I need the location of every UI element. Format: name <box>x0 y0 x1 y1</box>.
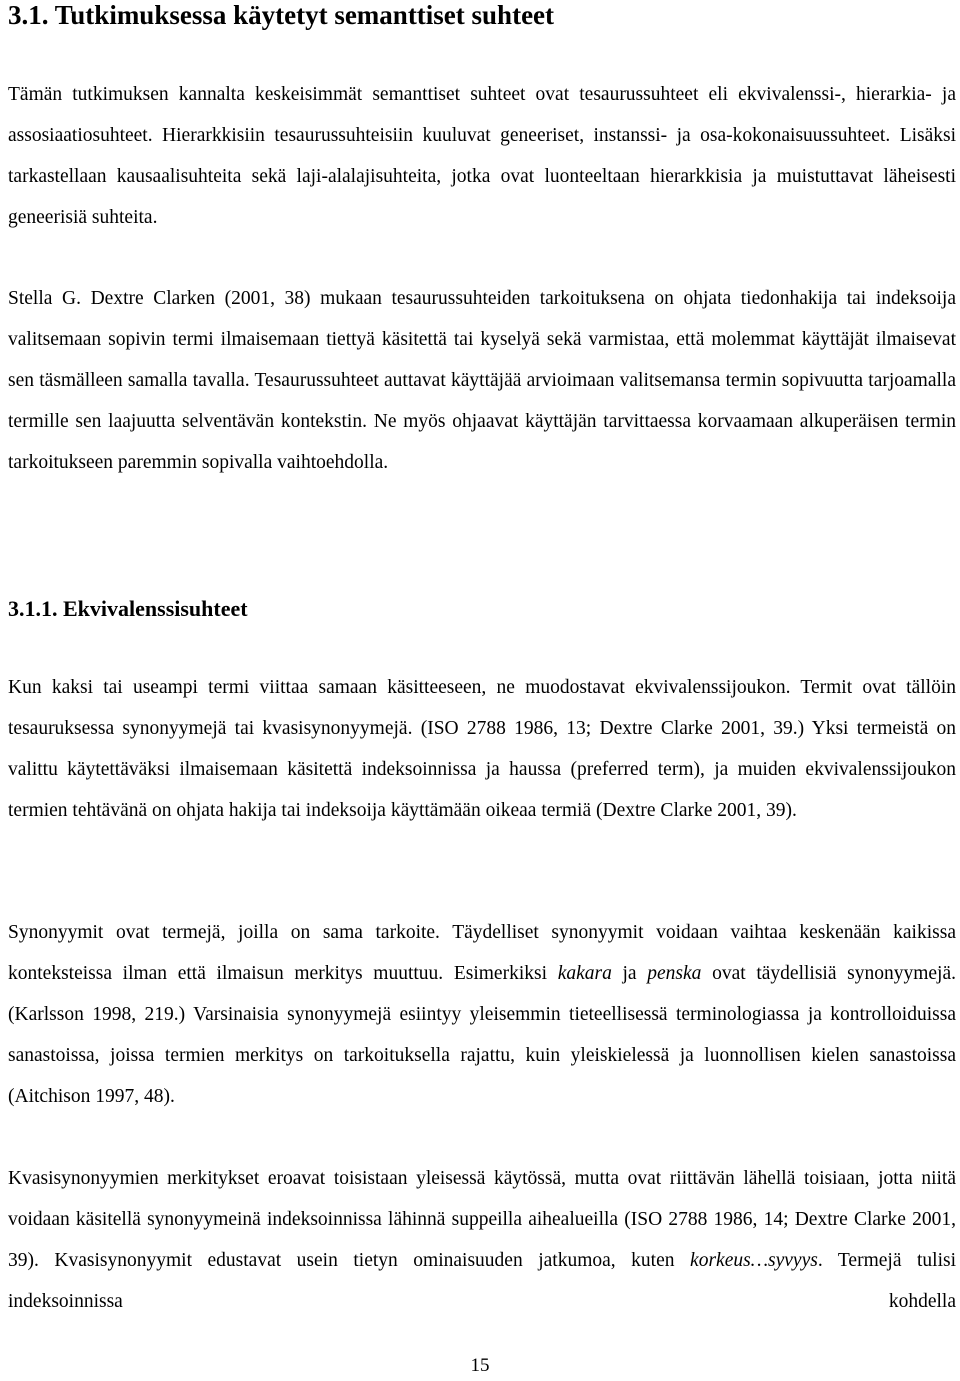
page-number: 15 <box>470 1355 490 1376</box>
subsection-heading: 3.1.1. Ekvivalenssisuhteet <box>8 596 248 621</box>
quasi-sentence-3: Termejä tulisi indeksoinnissa kohdella <box>8 1250 957 1312</box>
intro-sentence-2: Hierarkkisiin tesaurussuhteisiin kuuluvat geneeriset, instanssi- ja osa-kokonaisuussuhteet. <box>162 125 891 146</box>
equivalence-paragraph <box>8 667 956 831</box>
synonyms-sentence-1: Synonyymit ovat termejä, joilla on sama tarkoite. <box>8 922 440 943</box>
equivalence-sentence-2: Termit ovat tällöin tesauruksessa synonyymejä tai kvasisynonyymejä. (ISO 2788 1986, 13; Dextre Clarke 2001, 39.) <box>8 677 956 739</box>
clarke-sentence-3: Ne myös ohjaavat käyttäjän tarvittaessa korvaamaan alkuperäisen termin tarkoitukseen paremmin sopivalla vaihtoehdolla. <box>8 411 957 473</box>
clarke-sentence-1: Stella G. Dextre Clarken (2001, 38) mukaan tesaurussuhteiden tarkoituksena on ohjata tiedonhakija tai indeksoija valitsemaan sopivin termi ilmaisemaan tiettyä käsitettä tai kyselyä sekä varmistaa, että molemmat käyttäjät ilmaisevat sen täsmälleen samalla tavalla. <box>8 288 956 391</box>
clarke-paragraph <box>8 278 956 483</box>
synonyms-sentence-4: Varsinaisia synonyymejä esiintyy yleisemmin tieteellisessä terminologiassa ja kontrolloiduissa sanastoissa, joissa termien merkitys on tarkoituksella rajattu, kuin yleiskielessä ja luonnollisen kielen sanastoissa (Aitchison 1997, 48). <box>8 1004 956 1107</box>
equivalence-sentence-3: Yksi termeistä on valittu käytettäväksi ilmaisemaan käsitettä indeksoinnissa ja haussa (preferred term), ja muiden ekvivalenssijoukon termien tehtävänä on ohjata hakija tai indeksoija käyttämään oikeaa termiä (Dextre Clarke 2001, 39). <box>8 718 956 821</box>
synonyms-example-and: ja <box>622 963 637 984</box>
quasi-sentence-2-prefix: Kvasisynonyymit edustavat usein tietyn ominaisuuden jatkumoa, kuten <box>54 1250 675 1271</box>
quasi-sentence-1: Kvasisynonyymien merkitykset eroavat toisistaan yleisessä käytössä, mutta ovat riittävän lähellä toisiaan, jotta niitä voidaan käsitellä synonyymeinä indeksoinnissa lähinnä suppeilla aihealueilla (ISO 2788 1986, 14; Dextre Clarke 2001, 39). <box>8 1168 956 1271</box>
equivalence-sentence-1: Kun kaksi tai useampi termi viittaa samaan käsitteeseen, ne muodostavat ekvivalenssijoukon. <box>8 677 791 698</box>
synonym-example-word-2: penska <box>647 963 702 984</box>
quasi-example-word: korkeus…syvyys <box>690 1250 818 1271</box>
quasi-sentence-2-suffix: . <box>817 1250 823 1271</box>
synonym-example-word-1: kakara <box>557 963 612 984</box>
clarke-sentence-2: Tesaurussuhteet auttavat käyttäjää arvioimaan valitsemansa termin sopivuutta tarjoamalla termille sen laajuutta selventävän kontekstin. <box>8 370 956 432</box>
quasi-synonyms-paragraph <box>8 1158 956 1322</box>
synonyms-example-suffix: ovat täydellisiä synonyymejä. (Karlsson 1998, 219.) <box>8 963 957 1025</box>
synonyms-paragraph <box>8 912 956 1117</box>
synonyms-example-prefix: Esimerkiksi <box>453 963 548 984</box>
synonyms-sentence-2: Täydelliset synonyymit voidaan vaihtaa keskenään kaikissa konteksteissa ilman että ilmaisun merkitys muuttuu. <box>8 922 956 984</box>
intro-sentence-3: Lisäksi tarkastellaan kausaalisuhteita sekä laji-alalajisuhteita, jotka ovat luonteeltaan hierarkkisia ja muistuttavat läheisesti geneerisiä suhteita. <box>8 125 957 228</box>
section-heading: 3.1. Tutkimuksessa käytetyt semanttiset suhteet <box>8 0 555 30</box>
intro-paragraph <box>8 74 956 238</box>
intro-sentence-1: Tämän tutkimuksen kannalta keskeisimmät semanttiset suhteet ovat tesaurussuhteet eli ekvivalenssi-, hierarkia- ja assosiaatiosuhteet. <box>8 84 956 146</box>
